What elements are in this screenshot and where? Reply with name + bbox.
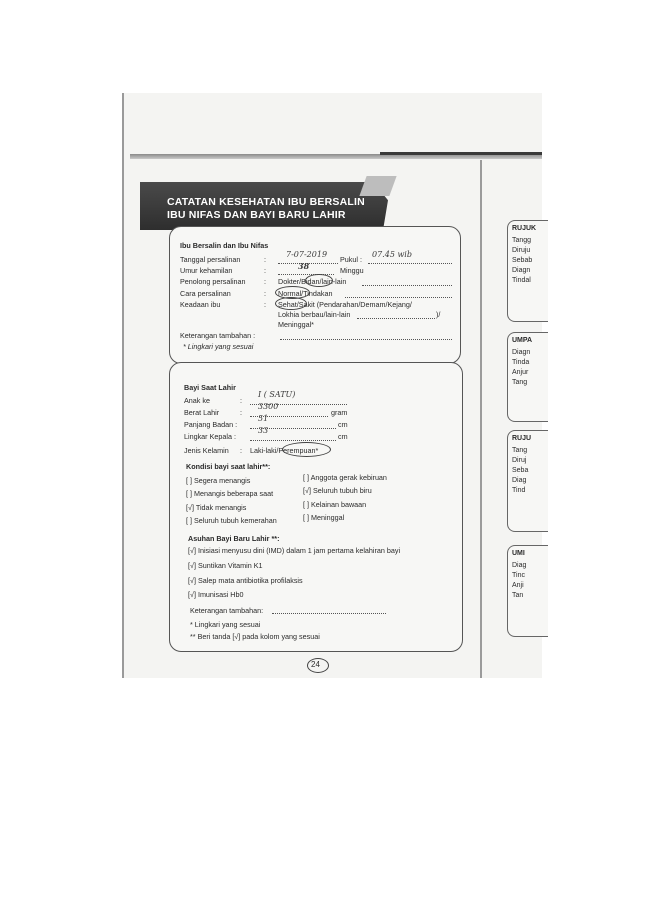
asuhan-item xyxy=(188,576,303,585)
pukul-line xyxy=(368,263,452,264)
kondisi-item xyxy=(186,476,250,485)
keadaan-colon: : xyxy=(264,300,266,309)
kondisi-item xyxy=(303,500,366,509)
jenis-colon: : xyxy=(240,446,242,455)
bidan-circle xyxy=(305,274,333,287)
top-rule-dark xyxy=(380,152,542,155)
side-line: Diag xyxy=(512,477,527,484)
side-line: Anji xyxy=(512,582,524,589)
side-title: RUJUK xyxy=(512,225,537,232)
bayi-keterangan-label: Keterangan tambahan: xyxy=(190,606,264,615)
berat-value[interactable]: 3300 xyxy=(258,402,279,411)
side-line: Diag xyxy=(512,562,527,569)
side-title: UMI xyxy=(512,550,525,557)
kondisi-label: Menangis beberapa saat xyxy=(194,489,274,498)
page-number: 24 xyxy=(311,660,320,669)
tanggal-colon: : xyxy=(264,255,266,264)
side-line: Tang xyxy=(512,447,528,454)
side-line: Diagn xyxy=(512,267,531,274)
jenis-value: Laki-laki/Perempuan* xyxy=(250,446,319,455)
lingkar-line xyxy=(250,440,336,441)
pukul-value[interactable]: 07.45 wib xyxy=(372,250,412,259)
penolong-line xyxy=(362,285,452,286)
umur-colon: : xyxy=(264,266,266,275)
keadaan-line2: Lokhia berbau/lain-lain xyxy=(278,310,351,319)
side-line: Tangg xyxy=(512,237,532,244)
checkbox[interactable]: [√] xyxy=(186,503,194,512)
penolong-colon: : xyxy=(264,277,266,286)
keadaan-label: Keadaan ibu xyxy=(180,300,221,309)
side-line: Tinda xyxy=(512,359,530,366)
kondisi-item xyxy=(303,513,344,522)
bayi-note-2: ** Beri tanda [√] pada kolom yang sesuai xyxy=(190,632,320,641)
tanggal-label: Tanggal persalinan xyxy=(180,255,241,264)
kondisi-item xyxy=(303,473,387,482)
page-number-circle xyxy=(307,658,329,673)
scan-edge xyxy=(122,93,124,678)
cara-colon: : xyxy=(264,289,266,298)
side-line: Diruj xyxy=(512,457,527,464)
panjang-label: Panjang Badan : xyxy=(184,420,238,429)
checkbox[interactable]: [√] xyxy=(188,546,196,555)
kondisi-label: Anggota gerak kebiruan xyxy=(310,473,387,482)
side-panel xyxy=(482,220,542,640)
berat-label: Berat Lahir xyxy=(184,408,220,417)
side-line: Tind xyxy=(512,487,526,494)
checkbox[interactable]: [ ] xyxy=(303,500,309,509)
panjang-value[interactable]: 51 xyxy=(258,414,269,423)
kondisi-label: Segera menangis xyxy=(194,476,251,485)
keadaan-line xyxy=(357,318,435,319)
sehat-circle xyxy=(275,297,307,310)
side-title: RUJU xyxy=(512,435,532,442)
side-box-umpan-2 xyxy=(507,545,548,637)
checkbox[interactable]: [ ] xyxy=(303,513,309,522)
title-line-1: CATATAN KESEHATAN IBU BERSALIN xyxy=(167,196,365,208)
keadaan-line3: Meninggal* xyxy=(278,320,314,329)
checkbox[interactable]: [ ] xyxy=(186,476,192,485)
bayi-keterangan-line xyxy=(272,613,386,614)
kondisi-label: Kelainan bawaan xyxy=(311,500,367,509)
kondisi-label: Seluruh tubuh biru xyxy=(312,486,372,495)
side-box-umpan xyxy=(507,332,548,422)
ibu-note: * Lingkari yang sesuai xyxy=(183,342,254,351)
kondisi-heading: Kondisi bayi saat lahir**: xyxy=(186,462,271,471)
asuhan-heading: Asuhan Bayi Baru Lahir **: xyxy=(188,534,280,543)
kondisi-item xyxy=(186,489,273,498)
panjang-unit: cm xyxy=(338,420,348,429)
umur-label: Umur kehamilan xyxy=(180,266,233,275)
checkbox[interactable]: [√] xyxy=(188,561,196,570)
side-line: Seba xyxy=(512,467,529,474)
bayi-note-1: * Lingkari yang sesuai xyxy=(190,620,261,629)
keterangan-label: Keterangan tambahan : xyxy=(180,331,256,340)
berat-colon: : xyxy=(240,408,242,417)
side-line: Sebab xyxy=(512,257,533,264)
asuhan-label: Inisiasi menyusu dini (IMD) dalam 1 jam pertama kelahiran bayi xyxy=(197,546,401,555)
checkbox[interactable]: [ ] xyxy=(186,489,192,498)
kondisi-label: Tidak menangis xyxy=(195,503,247,512)
side-line: Tang xyxy=(512,379,528,386)
side-box-rujukan xyxy=(507,220,548,322)
checkbox[interactable]: [√] xyxy=(188,576,196,585)
keterangan-line xyxy=(280,339,452,340)
page-title xyxy=(167,196,365,222)
penolong-label: Penolong persalinan xyxy=(180,277,246,286)
asuhan-label: Salep mata antibiotika profilaksis xyxy=(197,576,303,585)
side-line: Diagn xyxy=(512,349,531,356)
kondisi-label: Meninggal xyxy=(311,513,345,522)
side-line: Tinc xyxy=(512,572,525,579)
anak-colon: : xyxy=(240,396,242,405)
ibu-heading: Ibu Bersalin dan Ibu Nifas xyxy=(180,241,269,250)
keadaan-line1: Sehat/Sakit (Pendarahan/Demam/Kejang/ xyxy=(278,300,412,309)
keadaan-end: )/ xyxy=(436,310,441,319)
checkbox[interactable]: [√] xyxy=(303,486,311,495)
asuhan-item xyxy=(188,590,244,599)
berat-unit: gram xyxy=(331,408,348,417)
checkbox[interactable]: [ ] xyxy=(186,516,192,525)
cara-line xyxy=(345,297,452,298)
kondisi-item xyxy=(186,503,246,512)
asuhan-item xyxy=(188,561,263,570)
title-line-2: IBU NIFAS DAN BAYI BARU LAHIR xyxy=(167,209,346,221)
side-line: Diruju xyxy=(512,247,531,254)
penolong-value: Dokter/Bidan/lain-lain xyxy=(278,277,347,286)
kondisi-item xyxy=(303,486,372,495)
lingkar-label: Lingkar Kepala : xyxy=(184,432,236,441)
perempuan-circle xyxy=(282,442,331,457)
tanggal-value[interactable]: 7-07-2019 xyxy=(286,250,328,259)
anak-value[interactable]: I ( SATU) xyxy=(258,390,296,399)
checkbox[interactable]: [√] xyxy=(188,590,196,599)
side-line: Tan xyxy=(512,592,524,599)
cara-label: Cara persalinan xyxy=(180,289,231,298)
lingkar-value[interactable]: 33 xyxy=(258,426,269,435)
jenis-label: Jenis Kelamin xyxy=(184,446,229,455)
side-line: Tindal xyxy=(512,277,531,284)
side-line: Anjur xyxy=(512,369,529,376)
kondisi-label: Seluruh tubuh kemerahan xyxy=(194,516,277,525)
anak-label: Anak ke xyxy=(184,396,210,405)
asuhan-item xyxy=(188,546,400,555)
cara-value: Normal/Tindakan xyxy=(278,289,333,298)
side-box-rujukan-2 xyxy=(507,430,548,532)
checkbox[interactable]: [ ] xyxy=(303,473,309,482)
minggu-label: Minggu xyxy=(340,266,364,275)
umur-value[interactable]: 38 xyxy=(298,261,310,271)
lingkar-unit: cm xyxy=(338,432,348,441)
kondisi-item xyxy=(186,516,277,525)
bayi-heading: Bayi Saat Lahir xyxy=(184,383,236,392)
side-title: UMPA xyxy=(512,337,533,344)
asuhan-label: Imunisasi Hb0 xyxy=(197,590,244,599)
pukul-label: Pukul : xyxy=(340,255,362,264)
asuhan-label: Suntikan Vitamin K1 xyxy=(197,561,263,570)
